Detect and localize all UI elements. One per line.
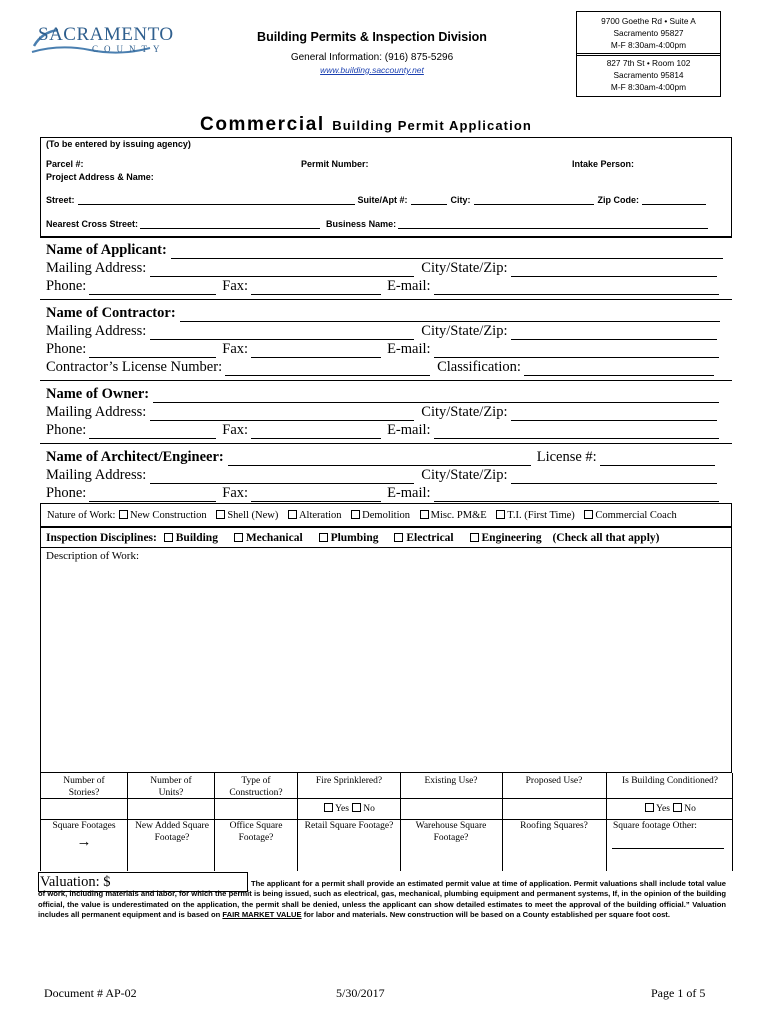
option-label: Mechanical [245,532,303,544]
checkbox-mechanical[interactable] [234,533,243,542]
architect-phone-row [46,485,719,502]
street-row [46,195,706,205]
applicant-phone-field[interactable] [89,282,216,295]
inspection-row [46,532,659,544]
owner-phone-label: Phone: [46,422,87,438]
warehouse-sqft-label: Warehouse Square Footage? [415,821,487,843]
contractor-name-label: Name of Contractor: [46,305,176,321]
address-line: M-F 8:30am-4:00pm [610,40,687,50]
contractor-mailing-row [46,323,717,340]
description-label: Description of Work: [46,550,140,562]
fire-sprinklered-header: Fire Sprinklered? [315,776,383,786]
checkbox-alteration[interactable] [288,510,297,519]
page-title [200,114,532,136]
classification-label: Classification: [437,359,521,375]
cross-street-field[interactable] [140,219,320,229]
checkbox-conditioned-yes[interactable] [645,803,654,812]
agency-note: (To be entered by issuing agency) [46,139,191,149]
owner-city-label: City/State/Zip: [421,404,508,420]
owner-mailing-row [46,404,717,421]
option-label: New Construction [129,510,207,521]
architect-email-label: E-mail: [387,485,431,501]
fire-sprinklered-yes-no [300,803,398,815]
applicant-fax-label: Fax: [222,278,249,294]
architect-fax-field[interactable] [251,489,381,502]
contractor-license-field[interactable] [225,363,430,376]
contractor-fax-field[interactable] [251,345,381,358]
applicant-email-label: E-mail: [387,278,431,294]
applicant-mailing-field[interactable] [150,264,414,277]
page-number: Page 1 of 5 [651,986,706,1000]
other-sqft-field[interactable] [612,836,724,849]
checkbox-conditioned-no[interactable] [673,803,682,812]
owner-email-label: E-mail: [387,422,431,438]
fair-market-value: FAIR MARKET VALUE [222,910,302,920]
applicant-phone-label: Phone: [46,278,87,294]
cross-street-row [46,219,708,229]
applicant-mailing-label: Mailing Address: [46,260,147,276]
applicant-fax-field[interactable] [251,282,381,295]
arrow-right-icon: → [76,834,92,850]
contractor-city-field[interactable] [511,327,717,340]
owner-city-field[interactable] [511,408,717,421]
applicant-city-field[interactable] [511,264,717,277]
permit-number-label: Permit Number: [301,159,369,169]
owner-fax-label: Fax: [222,422,249,438]
checkbox-shell[interactable] [216,510,225,519]
city-label: City: [450,195,471,205]
owner-mailing-field[interactable] [150,408,414,421]
yes-label: Yes [656,804,670,814]
owner-phone-row [46,422,719,439]
option-label: Demolition [362,510,411,521]
business-name-field[interactable] [398,219,708,229]
roofing-squares-label: Roofing Squares? [520,821,588,831]
contractor-name-row [46,305,720,322]
architect-name-label: Name of Architect/Engineer: [46,449,224,465]
contractor-fax-label: Fax: [222,341,249,357]
no-label: No [684,804,696,814]
website-link[interactable]: www.building.saccounty.net [320,65,424,75]
general-info: General Information: (916) 875-5296 [290,52,454,63]
owner-mailing-label: Mailing Address: [46,404,147,420]
option-label: T.I. (First Time) [507,510,575,521]
cross-street-label: Nearest Cross Street: [46,219,139,229]
address-box-7th-st [576,53,721,97]
parcel-label: Parcel #: [46,159,84,169]
county-logo [30,20,174,60]
conditioned-yes-no [610,803,730,815]
division-title: Building Permits & Inspection Division [257,30,487,44]
existing-use-header: Existing Use? [424,776,478,786]
applicant-name-label: Name of Applicant: [46,242,167,258]
applicant-name-row [46,242,723,259]
checkbox-building[interactable] [164,533,173,542]
applicant-phone-row [46,278,719,295]
construction-type-header: Type of Construction? [229,776,283,798]
owner-phone-field[interactable] [89,426,216,439]
address-line: 827 7th St • Room 102 [606,58,691,68]
architect-city-label: City/State/Zip: [421,467,508,483]
new-sqft-label: New Added Square Footage? [135,821,209,843]
checkbox-electrical[interactable] [394,533,403,542]
option-label: Electrical [406,532,454,544]
checkbox-engineering[interactable] [470,533,479,542]
description-field[interactable] [42,566,730,770]
option-label: Building [175,532,218,544]
valuation-text-end: for labor and materials. New construction will be based on a County established per square foot cost. [301,910,670,920]
option-label: Alteration [298,510,342,521]
owner-name-label: Name of Owner: [46,386,150,402]
architect-fax-label: Fax: [222,485,249,501]
inspection-note: (Check all that apply) [552,532,660,544]
address-line: M-F 8:30am-4:00pm [610,82,687,92]
contractor-phone-label: Phone: [46,341,87,357]
option-label: Commercial Coach [595,510,677,521]
conditioned-header: Is Building Conditioned? [621,776,719,786]
architect-mailing-field[interactable] [150,471,414,484]
no-label: No [363,804,375,814]
proposed-use-header: Proposed Use? [525,776,583,786]
office-sqft-label: Office Square Footage? [229,821,283,843]
city-field[interactable] [474,195,594,205]
address-line: Sacramento 95814 [613,70,684,80]
zip-label: Zip Code: [597,195,640,205]
contractor-email-label: E-mail: [387,341,431,357]
checkbox-sprinkler-no[interactable] [352,803,361,812]
applicant-city-label: City/State/Zip: [421,260,508,276]
street-field[interactable] [78,195,355,205]
architect-phone-label: Phone: [46,485,87,501]
option-label: Misc. PM&E [430,510,487,521]
architect-license-label: License #: [536,449,597,465]
contractor-email-field[interactable] [434,345,719,358]
square-footages-label: Square Footages [52,821,116,831]
nature-of-work-box [40,503,732,527]
suite-label: Suite/Apt #: [357,195,408,205]
architect-name-field[interactable] [228,453,531,466]
owner-name-row [46,386,719,403]
architect-mailing-row [46,467,717,484]
logo-text-county: COUNTY [92,44,166,54]
option-label: Shell (New) [227,510,279,521]
other-sqft-label: Square footage Other: [613,821,697,831]
owner-email-field[interactable] [434,426,719,439]
inspection-label: Inspection Disciplines: [46,532,157,544]
architect-license-field[interactable] [600,453,715,466]
contractor-mailing-field[interactable] [150,327,414,340]
stories-header: Number of Stories? [63,776,105,798]
document-date: 5/30/2017 [336,986,385,1000]
retail-sqft-label: Retail Square Footage? [304,821,394,831]
street-label: Street: [46,195,75,205]
title-rest: Building Permit Application [332,118,532,133]
units-header: Number of Units? [150,776,192,798]
zip-field[interactable] [642,195,706,205]
checkbox-commercial-coach[interactable] [584,510,593,519]
checkbox-demolition[interactable] [351,510,360,519]
checkbox-sprinkler-yes[interactable] [324,803,333,812]
valuation-label: Valuation: $ [40,874,111,890]
valuation-text: The applicant for a permit shall provide an estimated permit value at time of application. Permit valuations shall include total value of work, including materials and labor, for which the permit is being issued, such as electrical, gas, mechanical, plumbing equipment and permanent systems, If, in the opinion of the building official, the value is underestimated on the application, the permit shall be denied, unless the applicant can show detailed estimates to meet the approval of the building official.” Valuation includes all permanent equipment and is based on [38,879,726,920]
nature-of-work-label: Nature of Work: [47,510,116,521]
option-label: Engineering [481,532,542,544]
suite-field[interactable] [411,195,447,205]
architect-name-row [46,449,715,466]
owner-name-field[interactable] [153,390,719,403]
classification-field[interactable] [524,363,714,376]
contractor-license-row [46,359,714,376]
valuation-disclaimer [38,879,726,921]
checkbox-new-construction[interactable] [119,510,128,519]
business-name-label: Business Name: [326,219,397,229]
checkbox-misc-pme[interactable] [420,510,429,519]
architect-email-field[interactable] [434,489,719,502]
applicant-name-field[interactable] [171,246,723,259]
address-line: Sacramento 95827 [613,28,684,38]
architect-city-field[interactable] [511,471,717,484]
checkbox-ti[interactable] [496,510,505,519]
applicant-mailing-row [46,260,717,277]
checkbox-plumbing[interactable] [319,533,328,542]
applicant-email-field[interactable] [434,282,719,295]
architect-mailing-label: Mailing Address: [46,467,147,483]
document-number: Document # AP-02 [44,986,137,1000]
title-emphasis: Commercial [200,114,325,135]
contractor-license-label: Contractor’s License Number: [46,359,223,375]
contractor-phone-row [46,341,719,358]
logo-text-sacramento: SACRAMENTO [38,24,174,45]
contractor-mailing-label: Mailing Address: [46,323,147,339]
option-label: Plumbing [330,532,379,544]
address-box-goethe [576,11,721,56]
project-address-label: Project Address & Name: [46,172,154,182]
owner-fax-field[interactable] [251,426,381,439]
contractor-name-field[interactable] [180,309,720,322]
architect-phone-field[interactable] [89,489,216,502]
intake-person-label: Intake Person: [572,159,635,169]
contractor-phone-field[interactable] [89,345,216,358]
address-line: 9700 Goethe Rd • Suite A [601,16,696,26]
yes-label: Yes [335,804,349,814]
contractor-city-label: City/State/Zip: [421,323,508,339]
